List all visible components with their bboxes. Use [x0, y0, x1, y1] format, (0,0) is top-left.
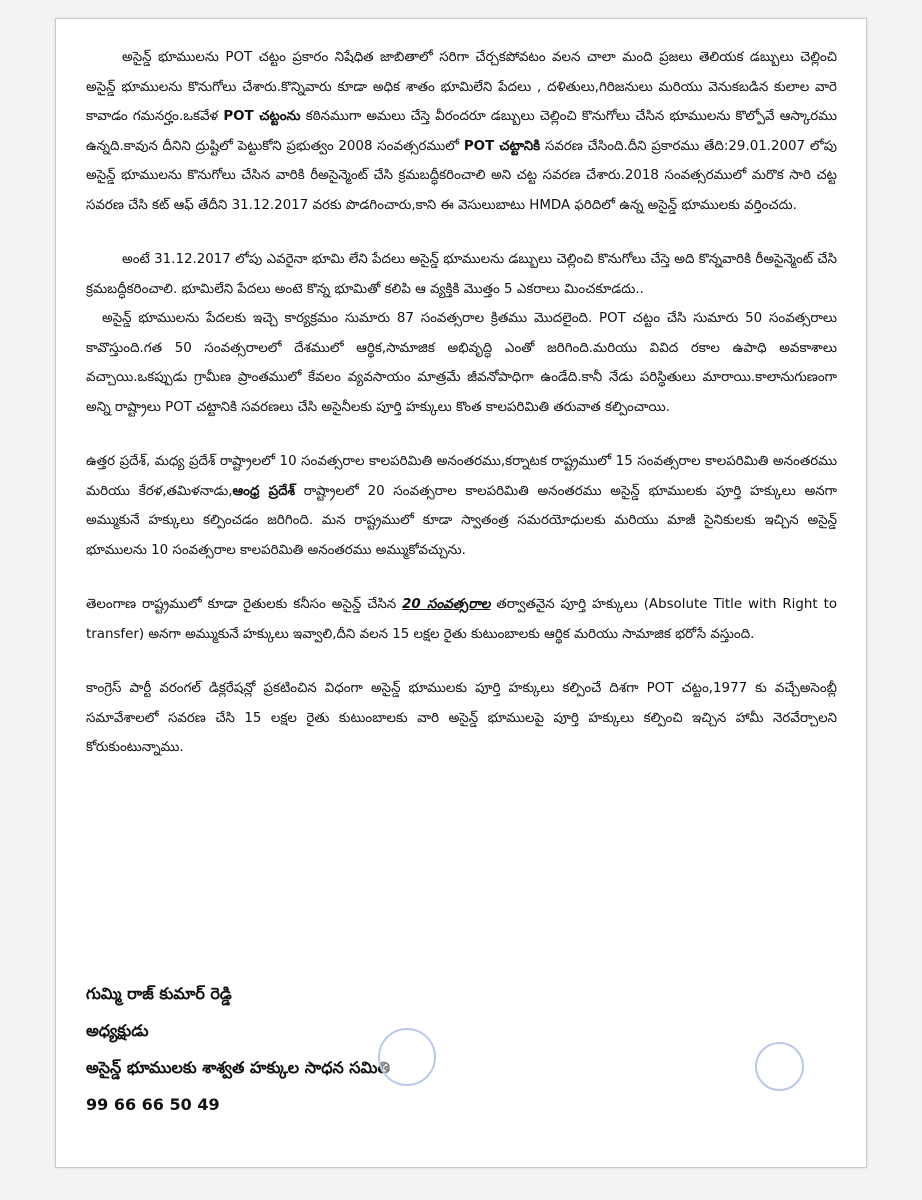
- document-body: [86, 43, 837, 763]
- paragraph-congress-declaration: [86, 674, 837, 763]
- paragraph-text: అసైన్డ్ భూములను పేదలకు ఇచ్చె కార్యక్రమం సుమారు 87 సంవత్సరాల క్రితము మొదలైంది. POT చట్టం చేసి సుమారు 50 సంవత్సరాలు కావొస్తుంది.గత 50 సంవత్సరాలలో దేశములో ఆర్థిక,సామాజిక అభివృద్ధి ఎంతో జరిగింది.మరియు వివిద రకాల ఉపాధి అవకాశాలు వచ్చాయి.ఒకప్పుడు గ్రామీణ ప్రాంతములో కేవలం వ్యవసాయం మాత్రమే జీవనోపాధిగా ఉండేది.కానీ నేడు పరిస్థితులు మారాయి.కాలానుగుణంగా అన్ని రాష్ట్రాలు POT చట్టానికి సవరణలు చేసి అసైనీలకు పూర్తి హక్కులు కొంత కాలపరిమితి తరువాత కల్పించాయి.: [86, 311, 837, 415]
- paragraph-text: అంటే 31.12.2017 లోపు ఎవరైనా భూమి లేని పేదలు అసైన్డ్ భూములను డబ్బులు చెల్లించి కొనుగోలు చేస్తె అది కొన్నవారికి రీఅసైన్మెంట్ చేసి క్రమబద్ధీకరించాలి. భూమిలేని పేదలు అంటె కొన్న భూమితో కలిపి ఆ వ్యక్తికి మొత్తం 5 ఎకరాలు మించకూడదు..: [86, 252, 837, 297]
- bold-phrase: ఆంధ్ర ప్రదేశ్: [232, 483, 295, 499]
- signature-block: [86, 975, 390, 1123]
- paragraph-text: ఉత్తర ప్రదేశ్, మధ్య ప్రదేశ్ రాష్ట్రాలలో 10 సంవత్సరాల కాలపరిమితి అనంతరము,కర్నాటక రాష్ట్రములో 15 సంవత్సరాల కాలపరిమితి అనంతరము మరియు కేరళ,తమిళనాడు,: [86, 454, 837, 499]
- paragraph-text: తర్వాతనైన పూర్తి హక్కులు (Absolute Title with Right to transfer) అనగా అమ్ముకునే హక్కులు ఇవ్వాలి,దీని వలన 15 లక్షల రైతు కుటుంబాలకు ఆర్థిక మరియు సామాజిక భరోసే వస్తుంది.: [86, 597, 838, 642]
- paragraph-text: తెలంగాణ రాష్ట్రములో కూడా రైతులకు కనీసం అసైన్డ్ చేసిన: [86, 597, 403, 612]
- bold-phrase: POT చట్టానికి: [463, 138, 541, 154]
- touch-indicator: [755, 1042, 804, 1091]
- touch-indicator: [378, 1028, 436, 1086]
- paragraph-text: రాష్ట్రాలలో 20 సంవత్సరాల కాలపరిమితి అనంతరము అసైన్డ్ భూములకు పూర్తి హక్కులు అనగా అమ్ముకునే హక్కులు కల్పించడం జరిగింది. మన రాష్ట్రములో కూడా స్వాతంత్ర సమరయోధులకు మరియు మాజీ సైనికులకు ఇచ్చిన అసైన్డ్ భూములను 10 సంవత్సరాల కాలపరిమితి అనంతరము అమ్ముకోవచ్చును.: [86, 483, 838, 558]
- signatory-phone: 99 66 66 50 49: [86, 1095, 220, 1114]
- signatory-name: గుమ్మి రాజ్ కుమార్ రెడ్డి: [86, 984, 232, 1003]
- paragraph-telangana-demand: [86, 590, 837, 649]
- signatory-organization: అసైన్డ్ భూములకు శాశ్వత హక్కుల సాధన సమితి: [86, 1058, 390, 1077]
- signatory-designation: అధ్యక్షుడు: [86, 1021, 149, 1040]
- paragraph-history: [86, 304, 837, 422]
- emphasis-phrase: 20 సంవత్సరాల: [402, 597, 491, 612]
- bold-phrase: POT చట్టంను: [223, 109, 301, 124]
- paragraph-cutoff-date: [86, 245, 837, 304]
- paragraph-other-states: [86, 447, 837, 565]
- paragraph-pot-act-background: [86, 43, 837, 220]
- paragraph-text: కాంగ్రెస్ పార్టీ వరంగల్ డిక్లరేషన్లో ప్రకటించిన విధంగా అసైన్డ్ భూములకు పూర్తి హక్కులు కల్పించే దిశగా POT చట్టం,1977 కు వచ్చేఅసెంబ్లీ సమావేశాలలో సవరణ చేసి 15 లక్షల రైతు కుటుంబాలకు వారి అసైన్డ్ భూములపై పూర్తి హక్కులు కల్పించి ఇచ్చిన హామీ నెరవేర్చాలని కోరుకుంటున్నాము.: [86, 681, 837, 755]
- paragraph-text: కఠినముగా అమలు చేస్తె వీరందరూ డబ్బులు చెల్లించి కొనుగోలు చేసిన భూములను కొల్పోవే ఆస్కారము ఉన్నది.కావున దీనిని ద్రుష్టిలో పెట్టుకోని ప్రభుత్వం 2008 సంవత్సరములో: [86, 109, 837, 154]
- document-page: [55, 18, 867, 1168]
- paragraph-text: సవరణ చేసింది.దీని ప్రకారము తేది:29.01.2007 లోపు అసైన్డ్ భూములను కొనుగోలు చేసిన వారికి రీఅసైన్మెంట్ చేసి క్రమబద్ధీకరించాలి అని చట్ట సవరణ చేశారు.2018 సంవత్సరములో మరొక సారి చట్ట సవరణ చేసి కట్ ఆఫ్ తేదీని 31.12.2017 వరకు పొడగించారు,కాని ఈ వెసులుబాటు HMDA ఫరిదిలో ఉన్న అసైన్డ్ భూములకు వర్తించదు.: [86, 138, 837, 213]
- paragraph-text: అసైన్డ్ భూములను POT చట్టం ప్రకారం నిషేధిత జాబితాలో సరిగా చేర్చకపోవటం వలన చాలా మంది ప్రజలు తెలియక డబ్బులు చెల్లించి అసైన్డ్ భూములను కొనుగోలు చేశారు.కొన్నివారు కూడా అధిక శాతం భూమిలేని పేదలు , దళితులు,గిరిజనులు మరియు వెనుకబడిన కులాల వారె కావాడం గమనర్హం.ఒకవేళ: [86, 50, 837, 124]
